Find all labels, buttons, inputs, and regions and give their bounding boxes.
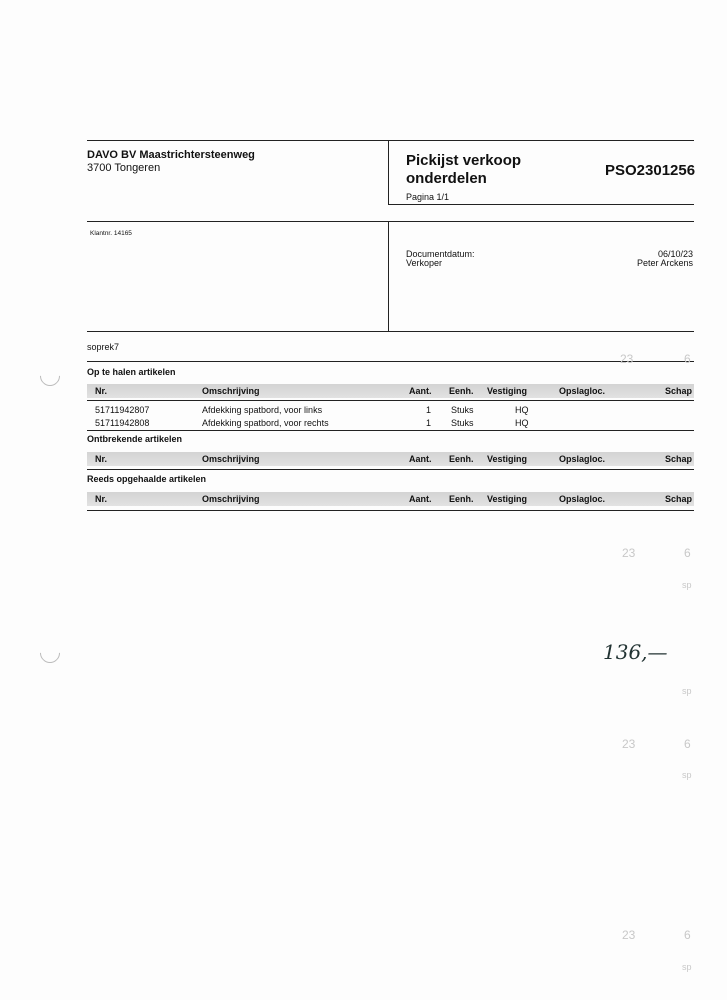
document-title-line2: onderdelen	[406, 170, 487, 187]
col-aant: Aant.	[409, 386, 432, 396]
column-header-row	[87, 452, 694, 466]
bleed-through-mark: 23	[622, 737, 636, 751]
row-omschrijving: Afdekking spatbord, voor links	[202, 405, 323, 415]
section-rule	[87, 430, 694, 431]
page-indicator: Pagina 1/1	[406, 192, 450, 202]
header-top-rule	[87, 140, 694, 141]
row-vestiging: HQ	[515, 405, 529, 415]
col-nr: Nr.	[95, 454, 108, 464]
header-title-rule	[388, 204, 694, 205]
row-aant: 1	[425, 405, 431, 415]
column-header-row	[87, 384, 694, 398]
bleed-through-mark: 23	[622, 546, 636, 560]
section-title-reeds-opgehaalde: Reeds opgehaalde artikelen	[87, 474, 207, 484]
document-title-line1: Pickijst verkoop	[406, 152, 522, 169]
verkoper-label: Verkoper	[406, 258, 443, 268]
documentdatum-label: Documentdatum:	[406, 249, 475, 259]
row-aant: 1	[425, 418, 431, 428]
col-nr: Nr.	[95, 386, 108, 396]
document-title	[406, 152, 556, 188]
col-schap: Schap	[665, 494, 693, 504]
row-nr: 51711942808	[95, 418, 150, 428]
document-number: PSO2301256	[605, 162, 696, 179]
col-vestiging: Vestiging	[487, 494, 528, 504]
table-rule	[87, 400, 694, 401]
col-vestiging: Vestiging	[487, 386, 528, 396]
company-address: 3700 Tongeren	[87, 162, 161, 174]
handwritten-note: 136,—	[603, 640, 668, 664]
bleed-through-mark: sp	[682, 580, 692, 590]
col-opslagloc: Opslagloc.	[559, 494, 606, 504]
bleed-through-mark: 6	[684, 352, 691, 366]
company-name: DAVO BV Maastrichtersteenweg	[87, 149, 255, 161]
punch-hole-top	[36, 362, 64, 390]
customer-divider	[388, 221, 389, 331]
col-vestiging: Vestiging	[487, 454, 528, 464]
col-omschrijving: Omschrijving	[202, 454, 260, 464]
col-eenh: Eenh.	[449, 454, 474, 464]
col-opslagloc: Opslagloc.	[559, 386, 606, 396]
bleed-through-mark: sp	[682, 686, 692, 696]
row-nr: 51711942807	[95, 405, 150, 415]
customer-number: Klantnr. 14165	[90, 230, 132, 237]
col-schap: Schap	[665, 454, 693, 464]
col-eenh: Eenh.	[449, 386, 474, 396]
col-schap: Schap	[665, 386, 693, 396]
row-vestiging: HQ	[515, 418, 529, 428]
row-eenh: Stuks	[451, 418, 474, 428]
reference-rule	[87, 361, 694, 362]
col-omschrijving: Omschrijving	[202, 386, 260, 396]
col-omschrijving: Omschrijving	[202, 494, 260, 504]
customer-bottom-rule	[87, 331, 694, 332]
column-header-row	[87, 492, 694, 506]
verkoper-value: Peter Arckens	[636, 258, 693, 268]
row-omschrijving: Afdekking spatbord, voor rechts	[202, 418, 329, 428]
bleed-through-mark: 23	[622, 928, 636, 942]
bleed-through-mark: sp	[682, 962, 692, 972]
section-title-ontbrekende: Ontbrekende artikelen	[87, 434, 183, 444]
col-opslagloc: Opslagloc.	[559, 454, 606, 464]
bleed-through-mark: 6	[684, 928, 691, 942]
header-divider	[388, 140, 389, 204]
col-aant: Aant.	[409, 454, 432, 464]
section-title-op-te-halen: Op te halen artikelen	[87, 367, 176, 377]
customer-top-rule	[87, 221, 694, 222]
col-aant: Aant.	[409, 494, 432, 504]
section-rule	[87, 469, 694, 470]
bleed-through-mark: 6	[684, 546, 691, 560]
bleed-through-mark: sp	[682, 770, 692, 780]
reference-code: soprek7	[87, 342, 120, 352]
col-nr: Nr.	[95, 494, 108, 504]
bleed-through-mark: 23	[620, 352, 634, 366]
table-bottom-rule	[87, 510, 694, 511]
documentdatum-value: 06/10/23	[657, 249, 693, 259]
row-eenh: Stuks	[451, 405, 474, 415]
punch-hole-bottom	[36, 639, 64, 667]
bleed-through-mark: 6	[684, 737, 691, 751]
col-eenh: Eenh.	[449, 494, 474, 504]
